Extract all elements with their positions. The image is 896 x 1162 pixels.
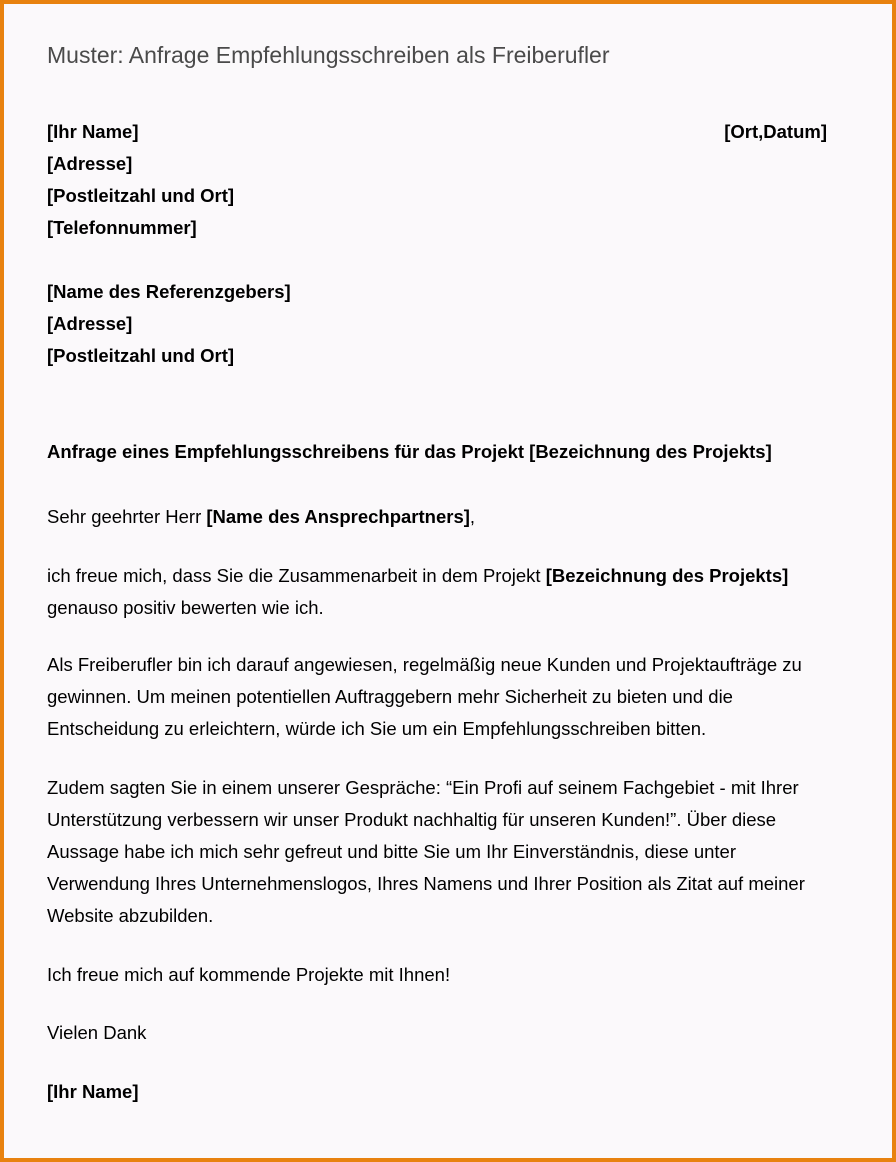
paragraph-3-line: Zudem sagten Sie in einem unserer Gespräche: “Ein Profi auf seinem Fachgebiet - mit Ihrer [47, 777, 799, 798]
sender-block [47, 116, 234, 244]
paragraph-3-line: Verwendung Ihres Unternehmenslogos, Ihres Namens und Ihrer Position als Zitat auf meiner [47, 873, 805, 894]
sender-address: [Adresse] [47, 153, 133, 174]
salutation-suffix: , [469, 506, 476, 527]
recipient-name: [Name des Referenzgebers] [47, 281, 291, 302]
document-title: Muster: Anfrage Empfehlungsschreiben als Freiberufler [47, 42, 610, 68]
subject-line: Anfrage eines Empfehlungsschreibens für das Projekt [Bezeichnung des Projekts] [47, 441, 772, 462]
paragraph-2 [47, 649, 857, 745]
signature: [Ihr Name] [47, 1081, 139, 1102]
paragraph-2-line: Entscheidung zu erleichtern, würde ich Sie um ein Empfehlungsschreiben bitten. [47, 718, 707, 739]
salutation-prefix: Sehr geehrter Herr [47, 506, 207, 527]
paragraph-3-line: Unterstützung verbessern wir unser Produkt nachhaltig für unseren Kunden!”. Über diese [47, 809, 777, 830]
paragraph-1-line-2: genauso positiv bewerten wie ich. [47, 597, 324, 618]
paragraph-3-line: Aussage habe ich mich sehr gefreut und bitte Sie um Ihr Einverständnis, diese unter [47, 841, 736, 862]
sender-phone: [Telefonnummer] [47, 217, 197, 238]
closing-line: Ich freue mich auf kommende Projekte mit Ihnen! [47, 964, 451, 985]
paragraph-1-text: ich freue mich, dass Sie die Zusammenarbeit in dem Projekt [47, 565, 546, 586]
recipient-block [47, 276, 291, 372]
salutation [47, 501, 475, 533]
paragraph-3 [47, 772, 857, 932]
paragraph-2-line: Als Freiberufler bin ich darauf angewiesen, regelmäßig neue Kunden und Projektaufträge zu [47, 654, 802, 675]
paragraph-1 [47, 560, 857, 624]
recipient-address: [Adresse] [47, 313, 133, 334]
sender-postal-city: [Postleitzahl und Ort] [47, 185, 235, 206]
letter-page [4, 4, 892, 1158]
place-date: [Ort,Datum] [724, 121, 827, 142]
paragraph-1-project: [Bezeichnung des Projekts] [545, 565, 789, 586]
thanks-line: Vielen Dank [47, 1022, 147, 1043]
salutation-name: [Name des Ansprechpartners] [206, 506, 470, 527]
paragraph-3-line: Website abzubilden. [47, 905, 214, 926]
paragraph-2-line: gewinnen. Um meinen potentiellen Auftraggebern mehr Sicherheit zu bieten und die [47, 686, 733, 707]
recipient-postal-city: [Postleitzahl und Ort] [47, 345, 235, 366]
sender-name: [Ihr Name] [47, 121, 139, 142]
